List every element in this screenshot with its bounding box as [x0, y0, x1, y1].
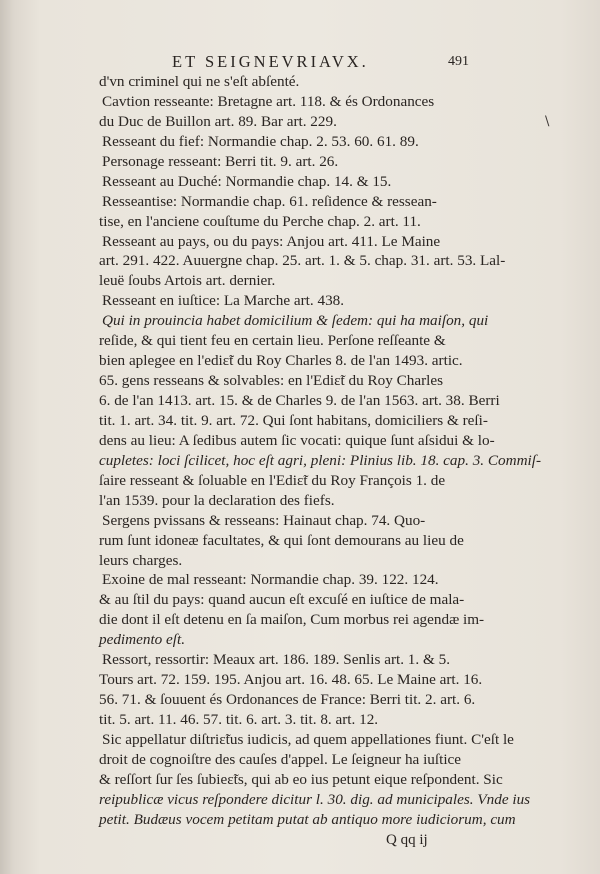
text-line: Personage resseant: Berri tit. 9. art. 26. [102, 152, 339, 170]
text-line: Resseant au pays, ou du pays: Anjou art. 411. Le Maine [102, 232, 441, 250]
text-line: Exoine de mal resseant: Normandie chap. 39. 122. 124. [102, 571, 439, 589]
text-line: du Duc de Buillon art. 89. Bar art. 229. [99, 112, 337, 130]
text-line: ſaire resseant & ſoluable en l'Ediɛ̃t du Roy François 1. de [99, 471, 446, 489]
text-line: & au ſtil du pays: quand aucun eſt excuſé en iuſtice de mala- [99, 591, 465, 609]
text-line: tit. 1. art. 34. tit. 9. art. 72. Qui ſont habitans, domiciliers & reſi- [99, 411, 488, 429]
running-title: ET SEIGNEVRIAVX. [172, 52, 369, 71]
text-line: bien aplegee en l'ediɛ̃t du Roy Charles 8. de l'an 1493. artic. [99, 352, 463, 370]
text-line: 56. 71. & ſouuent és Ordonances de France: Berri tit. 2. art. 6. [99, 691, 476, 709]
text-line: Resseant au Duché: Normandie chap. 14. & 15. [102, 172, 392, 190]
text-line: Sic appellatur diſtriɛ̃tus iudicis, ad quem appellationes fiunt. C'eſt le [102, 730, 514, 748]
text-line: 65. gens resseans & solvables: en l'Ediɛ̃t du Roy Charles [99, 372, 444, 390]
text-line: d'vn criminel qui ne s'eſt abſenté. [99, 73, 300, 90]
page-number: 491 [448, 54, 469, 69]
text-line: reſide, & qui tient feu en certain lieu. Perſone reſſeante & [99, 332, 446, 350]
text-line: Sergens pvissans & resseans: Hainaut chap. 74. Quo- [102, 511, 426, 529]
text-line: Cavtion resseante: Bretagne art. 118. & és Ordonances [102, 92, 435, 110]
body-text [99, 72, 542, 830]
text-line: Qui in prouincia habet domicilium & ſedem: qui ha maiſon, qui [102, 312, 489, 330]
margin-mark: \ [545, 114, 550, 129]
text-line: die dont il eſt detenu en ſa maiſon, Cum morbus rei agendæ im- [99, 611, 485, 629]
text-line: cupletes: loci ſcilicet, hoc eſt agri, pleni: Plinius lib. 18. cap. 3. Commiſ- [99, 451, 542, 469]
text-line: l'an 1539. pour la declaration des fiefs. [99, 491, 335, 509]
text-line: tise, en l'anciene couſtume du Perche chap. 2. art. 11. [99, 212, 421, 230]
text-line: petit. Budæus vocem petitam putat ab antiquo more iudiciorum, cum [99, 810, 516, 828]
text-line: reipublicæ vicus reſpondere dicitur l. 30. dig. ad municipales. Vnde ius [99, 790, 531, 808]
text-line: Resseant en iuſtice: La Marche art. 438. [102, 292, 345, 310]
text-line: art. 291. 422. Auuergne chap. 25. art. 1. & 5. chap. 31. art. 53. Lal- [99, 252, 506, 270]
text-line: leuë ſoubs Artois art. dernier. [99, 272, 276, 290]
text-line: tit. 5. art. 11. 46. 57. tit. 6. art. 3. tit. 8. art. 12. [99, 711, 379, 728]
text-line: dens au lieu: A ſedibus autem ſic vocati: quique ſunt aſsidui & lo- [99, 431, 495, 449]
text-line: leurs charges. [99, 551, 183, 569]
text-line: 6. de l'an 1413. art. 15. & de Charles 9. de l'an 1563. art. 38. Berri [99, 392, 500, 409]
text-line: & reſſort ſur ſes ſubieɛ̃ts, qui ab eo ius petunt eique reſpondent. Sic [99, 770, 503, 788]
text-line: rum ſunt idoneæ facultates, & qui ſont demourans au lieu de [99, 531, 464, 549]
text-line: pedimento eſt. [99, 631, 186, 649]
text-line: Ressort, ressortir: Meaux art. 186. 189. Senlis art. 1. & 5. [102, 651, 450, 669]
text-line: Resseant du fief: Normandie chap. 2. 53. 60. 61. 89. [102, 132, 419, 150]
signature-mark: Q qq ij [386, 832, 428, 848]
text-line: Tours art. 72. 159. 195. Anjou art. 16. 48. 65. Le Maine art. 16. [99, 671, 483, 689]
text-line: Resseantise: Normandie chap. 61. reſidence & ressean- [102, 192, 437, 210]
text-line: droit de cognoiſtre des cauſes d'appel. Le ſeigneur ha iuſtice [99, 750, 462, 768]
